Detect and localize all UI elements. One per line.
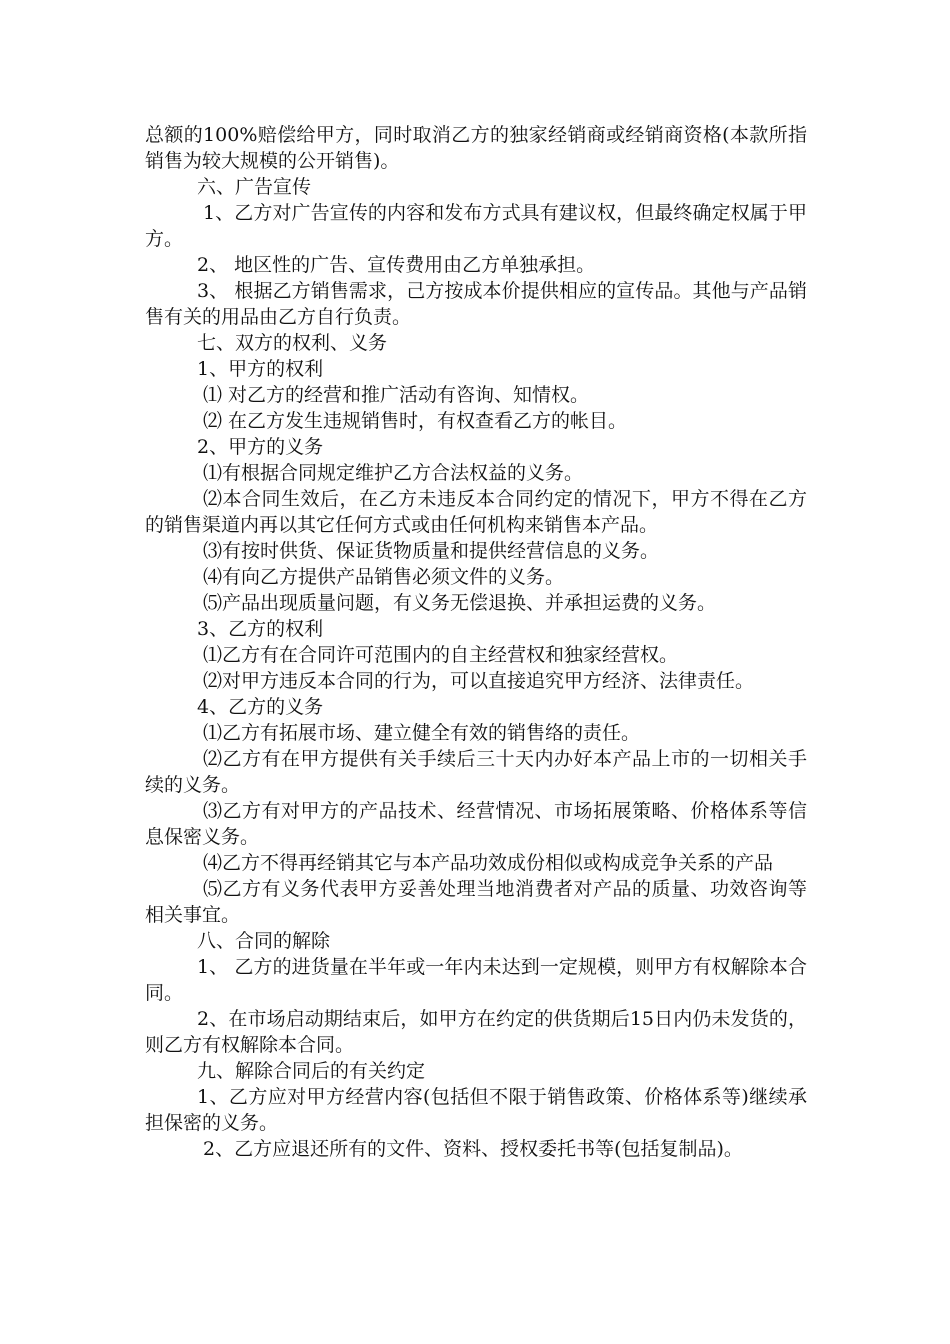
list-item: ⑸产品出现质量问题，有义务无偿退换、并承担运费的义务。: [203, 592, 717, 614]
list-item: ⑴ 对乙方的经营和推广活动有咨询、知情权。: [203, 384, 590, 406]
section-heading-post-termination: 九、解除合同后的有关约定: [197, 1060, 426, 1082]
list-item: ⑵对甲方违反本合同的行为，可以直接追究甲方经济、法律责任。: [203, 670, 755, 692]
list-item: ⑷乙方不得再经销其它与本产品功效成份相似或构成竞争关系的产品: [203, 852, 774, 874]
list-item: ⑵ 在乙方发生违规销售时，有权查看乙方的帐目。: [203, 410, 628, 432]
list-item: ⑸乙方有义务代表甲方妥善处理当地消费者对产品的质量、功效咨询等相关事宜。: [145, 878, 807, 926]
section-heading-termination: 八、合同的解除: [197, 930, 331, 952]
paragraph: 2、乙方应退还所有的文件、资料、授权委托书等(包括复制品)。: [203, 1138, 743, 1160]
list-item: ⑶有按时供货、保证货物质量和提供经营信息的义务。: [203, 540, 660, 562]
list-item: ⑷有向乙方提供产品销售必须文件的义务。: [203, 566, 565, 588]
paragraph: 1、 乙方的进货量在半年或一年内未达到一定规模，则甲方有权解除本合同。: [145, 956, 807, 1004]
list-item: ⑴乙方有拓展市场、建立健全有效的销售络的责任。: [203, 722, 641, 744]
subsection-heading: 1、甲方的权利: [197, 358, 324, 380]
paragraph: 1、乙方对广告宣传的内容和发布方式具有建议权，但最终确定权属于甲方。: [145, 202, 807, 250]
paragraph: 1、乙方应对甲方经营内容(包括但不限于销售政策、价格体系等)继续承担保密的义务。: [145, 1086, 807, 1134]
list-item: ⑴有根据合同规定维护乙方合法权益的义务。: [203, 462, 584, 484]
paragraph: 2、 地区性的广告、宣传费用由乙方单独承担。: [197, 254, 596, 276]
paragraph: 2、在市场启动期结束后，如甲方在约定的供货期后15日内仍未发货的，则乙方有权解除本合同。: [145, 1008, 807, 1056]
document-body: [145, 122, 807, 1162]
list-item: ⑴乙方有在合同许可范围内的自主经营权和独家经营权。: [203, 644, 679, 666]
section-heading-rights-obligations: 七、双方的权利、义务: [197, 332, 388, 354]
list-item: ⑵乙方有在甲方提供有关手续后三十天内办好本产品上市的一切相关手续的义务。: [145, 748, 807, 796]
subsection-heading: 2、甲方的义务: [197, 436, 324, 458]
subsection-heading: 4、乙方的义务: [197, 696, 324, 718]
paragraph: 3、 根据乙方销售需求，己方按成本价提供相应的宣传品。其他与产品销售有关的用品由乙方自行负责。: [145, 280, 807, 328]
section-heading-advertising: 六、广告宣传: [197, 176, 312, 198]
subsection-heading: 3、乙方的权利: [197, 618, 324, 640]
list-item: ⑶乙方有对甲方的产品技术、经营情况、市场拓展策略、价格体系等信息保密义务。: [145, 800, 807, 848]
list-item: ⑵本合同生效后，在乙方未违反本合同约定的情况下，甲方不得在乙方的销售渠道内再以其它任何方式或由任何机构来销售本产品。: [145, 488, 807, 536]
paragraph: 总额的100%赔偿给甲方，同时取消乙方的独家经销商或经销商资格(本款所指销售为较大规模的公开销售)。: [145, 124, 807, 172]
